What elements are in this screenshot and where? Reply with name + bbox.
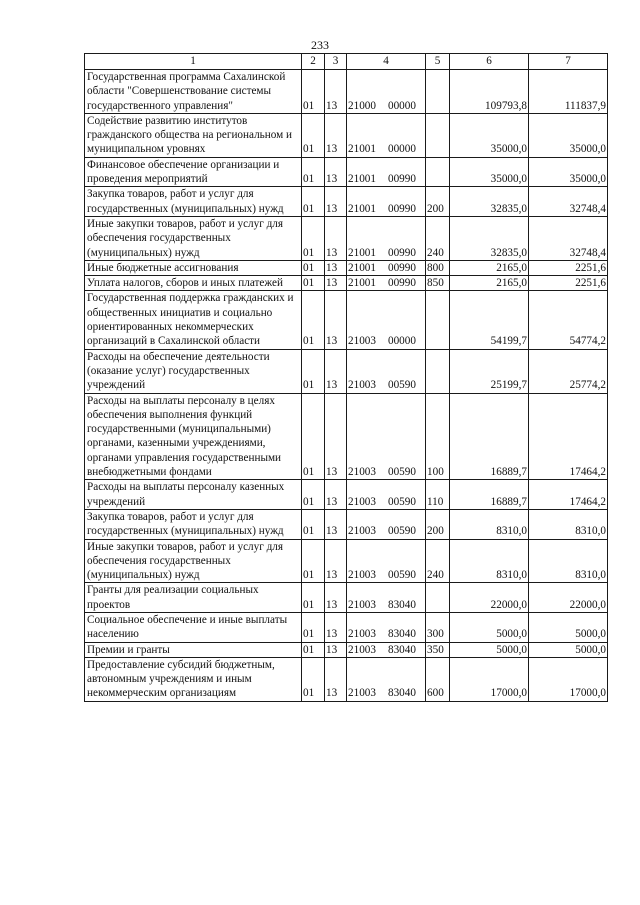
section-code-cell: 01 bbox=[302, 539, 325, 583]
budget-table bbox=[84, 53, 608, 702]
amount-col6-cell: 54199,7 bbox=[450, 291, 529, 349]
row-name-cell: Государственная программа Сахалинской области "Совершенствование системы государственного управления" bbox=[85, 70, 302, 114]
table-row bbox=[85, 216, 608, 260]
expense-type-cell: 100 bbox=[426, 393, 450, 480]
section-code-cell: 01 bbox=[302, 349, 325, 393]
amount-col6-cell: 35000,0 bbox=[450, 113, 529, 157]
amount-col7-cell: 32748,4 bbox=[529, 187, 608, 217]
row-name-cell: Государственная поддержка гражданских и общественных инициатив и социально ориентированных некоммерческих организаций в Сахалинской области bbox=[85, 291, 302, 349]
subsection-code-cell: 13 bbox=[325, 216, 347, 260]
expense-type-cell: 300 bbox=[426, 612, 450, 642]
column-header: 3 bbox=[325, 54, 347, 70]
target-article-program: 21001 bbox=[348, 173, 376, 186]
amount-col7-cell: 2251,6 bbox=[529, 260, 608, 275]
section-code-cell: 01 bbox=[302, 216, 325, 260]
target-article-direction: 83040 bbox=[387, 628, 416, 641]
amount-col6-cell: 109793,8 bbox=[450, 70, 529, 114]
target-article-direction: 00990 bbox=[387, 246, 416, 259]
amount-col7-cell: 111837,9 bbox=[529, 70, 608, 114]
column-header: 7 bbox=[529, 54, 608, 70]
amount-col6-cell: 5000,0 bbox=[450, 642, 529, 657]
section-code-cell: 01 bbox=[302, 157, 325, 187]
amount-col7-cell: 5000,0 bbox=[529, 612, 608, 642]
amount-col6-cell: 32835,0 bbox=[450, 216, 529, 260]
target-article-program: 21003 bbox=[348, 495, 376, 508]
target-article-cell bbox=[347, 70, 426, 114]
amount-col6-cell: 2165,0 bbox=[450, 260, 529, 275]
row-name-cell: Расходы на выплаты персоналу в целях обеспечения выполнения функций государственными (муниципальными) органами, казенными учреждениями, органами управления государственными внебюджетными фондами bbox=[85, 393, 302, 480]
target-article-direction: 83040 bbox=[387, 598, 416, 611]
table-row bbox=[85, 612, 608, 642]
amount-col6-cell: 32835,0 bbox=[450, 187, 529, 217]
expense-type-cell: 240 bbox=[426, 539, 450, 583]
target-article-cell bbox=[347, 276, 426, 291]
header-row bbox=[85, 54, 608, 70]
table-row bbox=[85, 70, 608, 114]
subsection-code-cell: 13 bbox=[325, 291, 347, 349]
amount-col6-cell: 5000,0 bbox=[450, 612, 529, 642]
expense-type-cell: 600 bbox=[426, 657, 450, 701]
subsection-code-cell: 13 bbox=[325, 187, 347, 217]
amount-col6-cell: 16889,7 bbox=[450, 480, 529, 510]
amount-col6-cell: 22000,0 bbox=[450, 583, 529, 613]
target-article-program: 21003 bbox=[348, 598, 376, 611]
row-name-cell: Закупка товаров, работ и услуг для государственных (муниципальных) нужд bbox=[85, 509, 302, 539]
subsection-code-cell: 13 bbox=[325, 612, 347, 642]
target-article-program: 21003 bbox=[348, 628, 376, 641]
target-article-direction: 00990 bbox=[387, 261, 416, 274]
amount-col7-cell: 17000,0 bbox=[529, 657, 608, 701]
target-article-program: 21003 bbox=[348, 466, 376, 479]
subsection-code-cell: 13 bbox=[325, 349, 347, 393]
page-number: 233 bbox=[311, 38, 329, 52]
table-row bbox=[85, 187, 608, 217]
subsection-code-cell: 13 bbox=[325, 509, 347, 539]
target-article-cell bbox=[347, 260, 426, 275]
row-name-cell: Гранты для реализации социальных проектов bbox=[85, 583, 302, 613]
target-article-program: 21003 bbox=[348, 569, 376, 582]
subsection-code-cell: 13 bbox=[325, 539, 347, 583]
table-row bbox=[85, 291, 608, 349]
table-row bbox=[85, 393, 608, 480]
row-name-cell: Уплата налогов, сборов и иных платежей bbox=[85, 276, 302, 291]
expense-type-cell bbox=[426, 349, 450, 393]
target-article-program: 21003 bbox=[348, 335, 376, 348]
subsection-code-cell: 13 bbox=[325, 657, 347, 701]
amount-col7-cell: 25774,2 bbox=[529, 349, 608, 393]
section-code-cell: 01 bbox=[302, 480, 325, 510]
target-article-direction: 00590 bbox=[387, 495, 416, 508]
amount-col7-cell: 32748,4 bbox=[529, 216, 608, 260]
table-row bbox=[85, 509, 608, 539]
table-row bbox=[85, 113, 608, 157]
target-article-direction: 00990 bbox=[387, 173, 416, 186]
section-code-cell: 01 bbox=[302, 393, 325, 480]
subsection-code-cell: 13 bbox=[325, 480, 347, 510]
amount-col6-cell: 35000,0 bbox=[450, 157, 529, 187]
expense-type-cell bbox=[426, 583, 450, 613]
section-code-cell: 01 bbox=[302, 260, 325, 275]
expense-type-cell bbox=[426, 70, 450, 114]
subsection-code-cell: 13 bbox=[325, 70, 347, 114]
section-code-cell: 01 bbox=[302, 583, 325, 613]
amount-col7-cell: 22000,0 bbox=[529, 583, 608, 613]
row-name-cell: Содействие развитию институтов гражданского общества на региональном и муниципальном уровнях bbox=[85, 113, 302, 157]
expense-type-cell bbox=[426, 113, 450, 157]
row-name-cell: Закупка товаров, работ и услуг для государственных (муниципальных) нужд bbox=[85, 187, 302, 217]
target-article-cell bbox=[347, 113, 426, 157]
table-row bbox=[85, 539, 608, 583]
table-body bbox=[85, 70, 608, 702]
target-article-direction: 83040 bbox=[387, 643, 416, 656]
row-name-cell: Предоставление субсидий бюджетным, автономным учреждениям и иным некоммерческим организациям bbox=[85, 657, 302, 701]
amount-col7-cell: 2251,6 bbox=[529, 276, 608, 291]
target-article-direction: 00000 bbox=[387, 335, 416, 348]
target-article-cell bbox=[347, 216, 426, 260]
section-code-cell: 01 bbox=[302, 70, 325, 114]
row-name-cell: Иные закупки товаров, работ и услуг для обеспечения государственных (муниципальных) нужд bbox=[85, 216, 302, 260]
target-article-program: 21003 bbox=[348, 525, 376, 538]
target-article-direction: 00990 bbox=[387, 202, 416, 215]
expense-type-cell: 200 bbox=[426, 509, 450, 539]
expense-type-cell: 200 bbox=[426, 187, 450, 217]
column-header: 6 bbox=[450, 54, 529, 70]
section-code-cell: 01 bbox=[302, 509, 325, 539]
target-article-program: 21001 bbox=[348, 261, 376, 274]
table-row bbox=[85, 260, 608, 275]
expense-type-cell: 850 bbox=[426, 276, 450, 291]
expense-type-cell: 350 bbox=[426, 642, 450, 657]
subsection-code-cell: 13 bbox=[325, 260, 347, 275]
subsection-code-cell: 13 bbox=[325, 393, 347, 480]
amount-col6-cell: 2165,0 bbox=[450, 276, 529, 291]
subsection-code-cell: 13 bbox=[325, 157, 347, 187]
target-article-direction: 00000 bbox=[387, 99, 416, 112]
table-row bbox=[85, 583, 608, 613]
target-article-cell bbox=[347, 539, 426, 583]
expense-type-cell bbox=[426, 157, 450, 187]
target-article-program: 21001 bbox=[348, 202, 376, 215]
section-code-cell: 01 bbox=[302, 657, 325, 701]
target-article-direction: 00590 bbox=[387, 569, 416, 582]
row-name-cell: Финансовое обеспечение организации и проведения мероприятий bbox=[85, 157, 302, 187]
amount-col7-cell: 35000,0 bbox=[529, 113, 608, 157]
expense-type-cell: 240 bbox=[426, 216, 450, 260]
target-article-program: 21003 bbox=[348, 379, 376, 392]
target-article-cell bbox=[347, 657, 426, 701]
row-name-cell: Иные бюджетные ассигнования bbox=[85, 260, 302, 275]
table-row bbox=[85, 657, 608, 701]
column-header: 1 bbox=[85, 54, 302, 70]
target-article-program: 21003 bbox=[348, 687, 376, 700]
section-code-cell: 01 bbox=[302, 291, 325, 349]
target-article-cell bbox=[347, 349, 426, 393]
amount-col7-cell: 17464,2 bbox=[529, 393, 608, 480]
expense-type-cell bbox=[426, 291, 450, 349]
table-row bbox=[85, 157, 608, 187]
amount-col7-cell: 17464,2 bbox=[529, 480, 608, 510]
table-row bbox=[85, 480, 608, 510]
amount-col7-cell: 54774,2 bbox=[529, 291, 608, 349]
section-code-cell: 01 bbox=[302, 113, 325, 157]
target-article-direction: 00590 bbox=[387, 466, 416, 479]
target-article-cell bbox=[347, 187, 426, 217]
target-article-direction: 83040 bbox=[387, 687, 416, 700]
table-row bbox=[85, 276, 608, 291]
subsection-code-cell: 13 bbox=[325, 113, 347, 157]
target-article-direction: 00590 bbox=[387, 525, 416, 538]
target-article-cell bbox=[347, 642, 426, 657]
column-header: 2 bbox=[302, 54, 325, 70]
target-article-cell bbox=[347, 612, 426, 642]
target-article-program: 21001 bbox=[348, 143, 376, 156]
row-name-cell: Расходы на выплаты персоналу казенных учреждений bbox=[85, 480, 302, 510]
target-article-cell bbox=[347, 393, 426, 480]
column-header: 5 bbox=[426, 54, 450, 70]
table-row bbox=[85, 349, 608, 393]
target-article-cell bbox=[347, 291, 426, 349]
target-article-program: 21001 bbox=[348, 246, 376, 259]
subsection-code-cell: 13 bbox=[325, 276, 347, 291]
target-article-program: 21003 bbox=[348, 643, 376, 656]
target-article-direction: 00000 bbox=[387, 143, 416, 156]
row-name-cell: Социальное обеспечение и иные выплаты населению bbox=[85, 612, 302, 642]
amount-col6-cell: 16889,7 bbox=[450, 393, 529, 480]
target-article-direction: 00990 bbox=[387, 277, 416, 290]
section-code-cell: 01 bbox=[302, 642, 325, 657]
expense-type-cell: 110 bbox=[426, 480, 450, 510]
amount-col6-cell: 8310,0 bbox=[450, 539, 529, 583]
expense-type-cell: 800 bbox=[426, 260, 450, 275]
section-code-cell: 01 bbox=[302, 187, 325, 217]
target-article-cell bbox=[347, 480, 426, 510]
row-name-cell: Расходы на обеспечение деятельности (оказание услуг) государственных учреждений bbox=[85, 349, 302, 393]
table-row bbox=[85, 642, 608, 657]
amount-col6-cell: 25199,7 bbox=[450, 349, 529, 393]
target-article-cell bbox=[347, 583, 426, 613]
amount-col7-cell: 5000,0 bbox=[529, 642, 608, 657]
amount-col7-cell: 35000,0 bbox=[529, 157, 608, 187]
subsection-code-cell: 13 bbox=[325, 583, 347, 613]
amount-col7-cell: 8310,0 bbox=[529, 509, 608, 539]
target-article-program: 21001 bbox=[348, 277, 376, 290]
amount-col6-cell: 17000,0 bbox=[450, 657, 529, 701]
subsection-code-cell: 13 bbox=[325, 642, 347, 657]
row-name-cell: Иные закупки товаров, работ и услуг для обеспечения государственных (муниципальных) нужд bbox=[85, 539, 302, 583]
amount-col7-cell: 8310,0 bbox=[529, 539, 608, 583]
target-article-program: 21000 bbox=[348, 99, 376, 112]
section-code-cell: 01 bbox=[302, 612, 325, 642]
target-article-cell bbox=[347, 157, 426, 187]
column-header: 4 bbox=[347, 54, 426, 70]
target-article-cell bbox=[347, 509, 426, 539]
row-name-cell: Премии и гранты bbox=[85, 642, 302, 657]
amount-col6-cell: 8310,0 bbox=[450, 509, 529, 539]
section-code-cell: 01 bbox=[302, 276, 325, 291]
target-article-direction: 00590 bbox=[387, 379, 416, 392]
